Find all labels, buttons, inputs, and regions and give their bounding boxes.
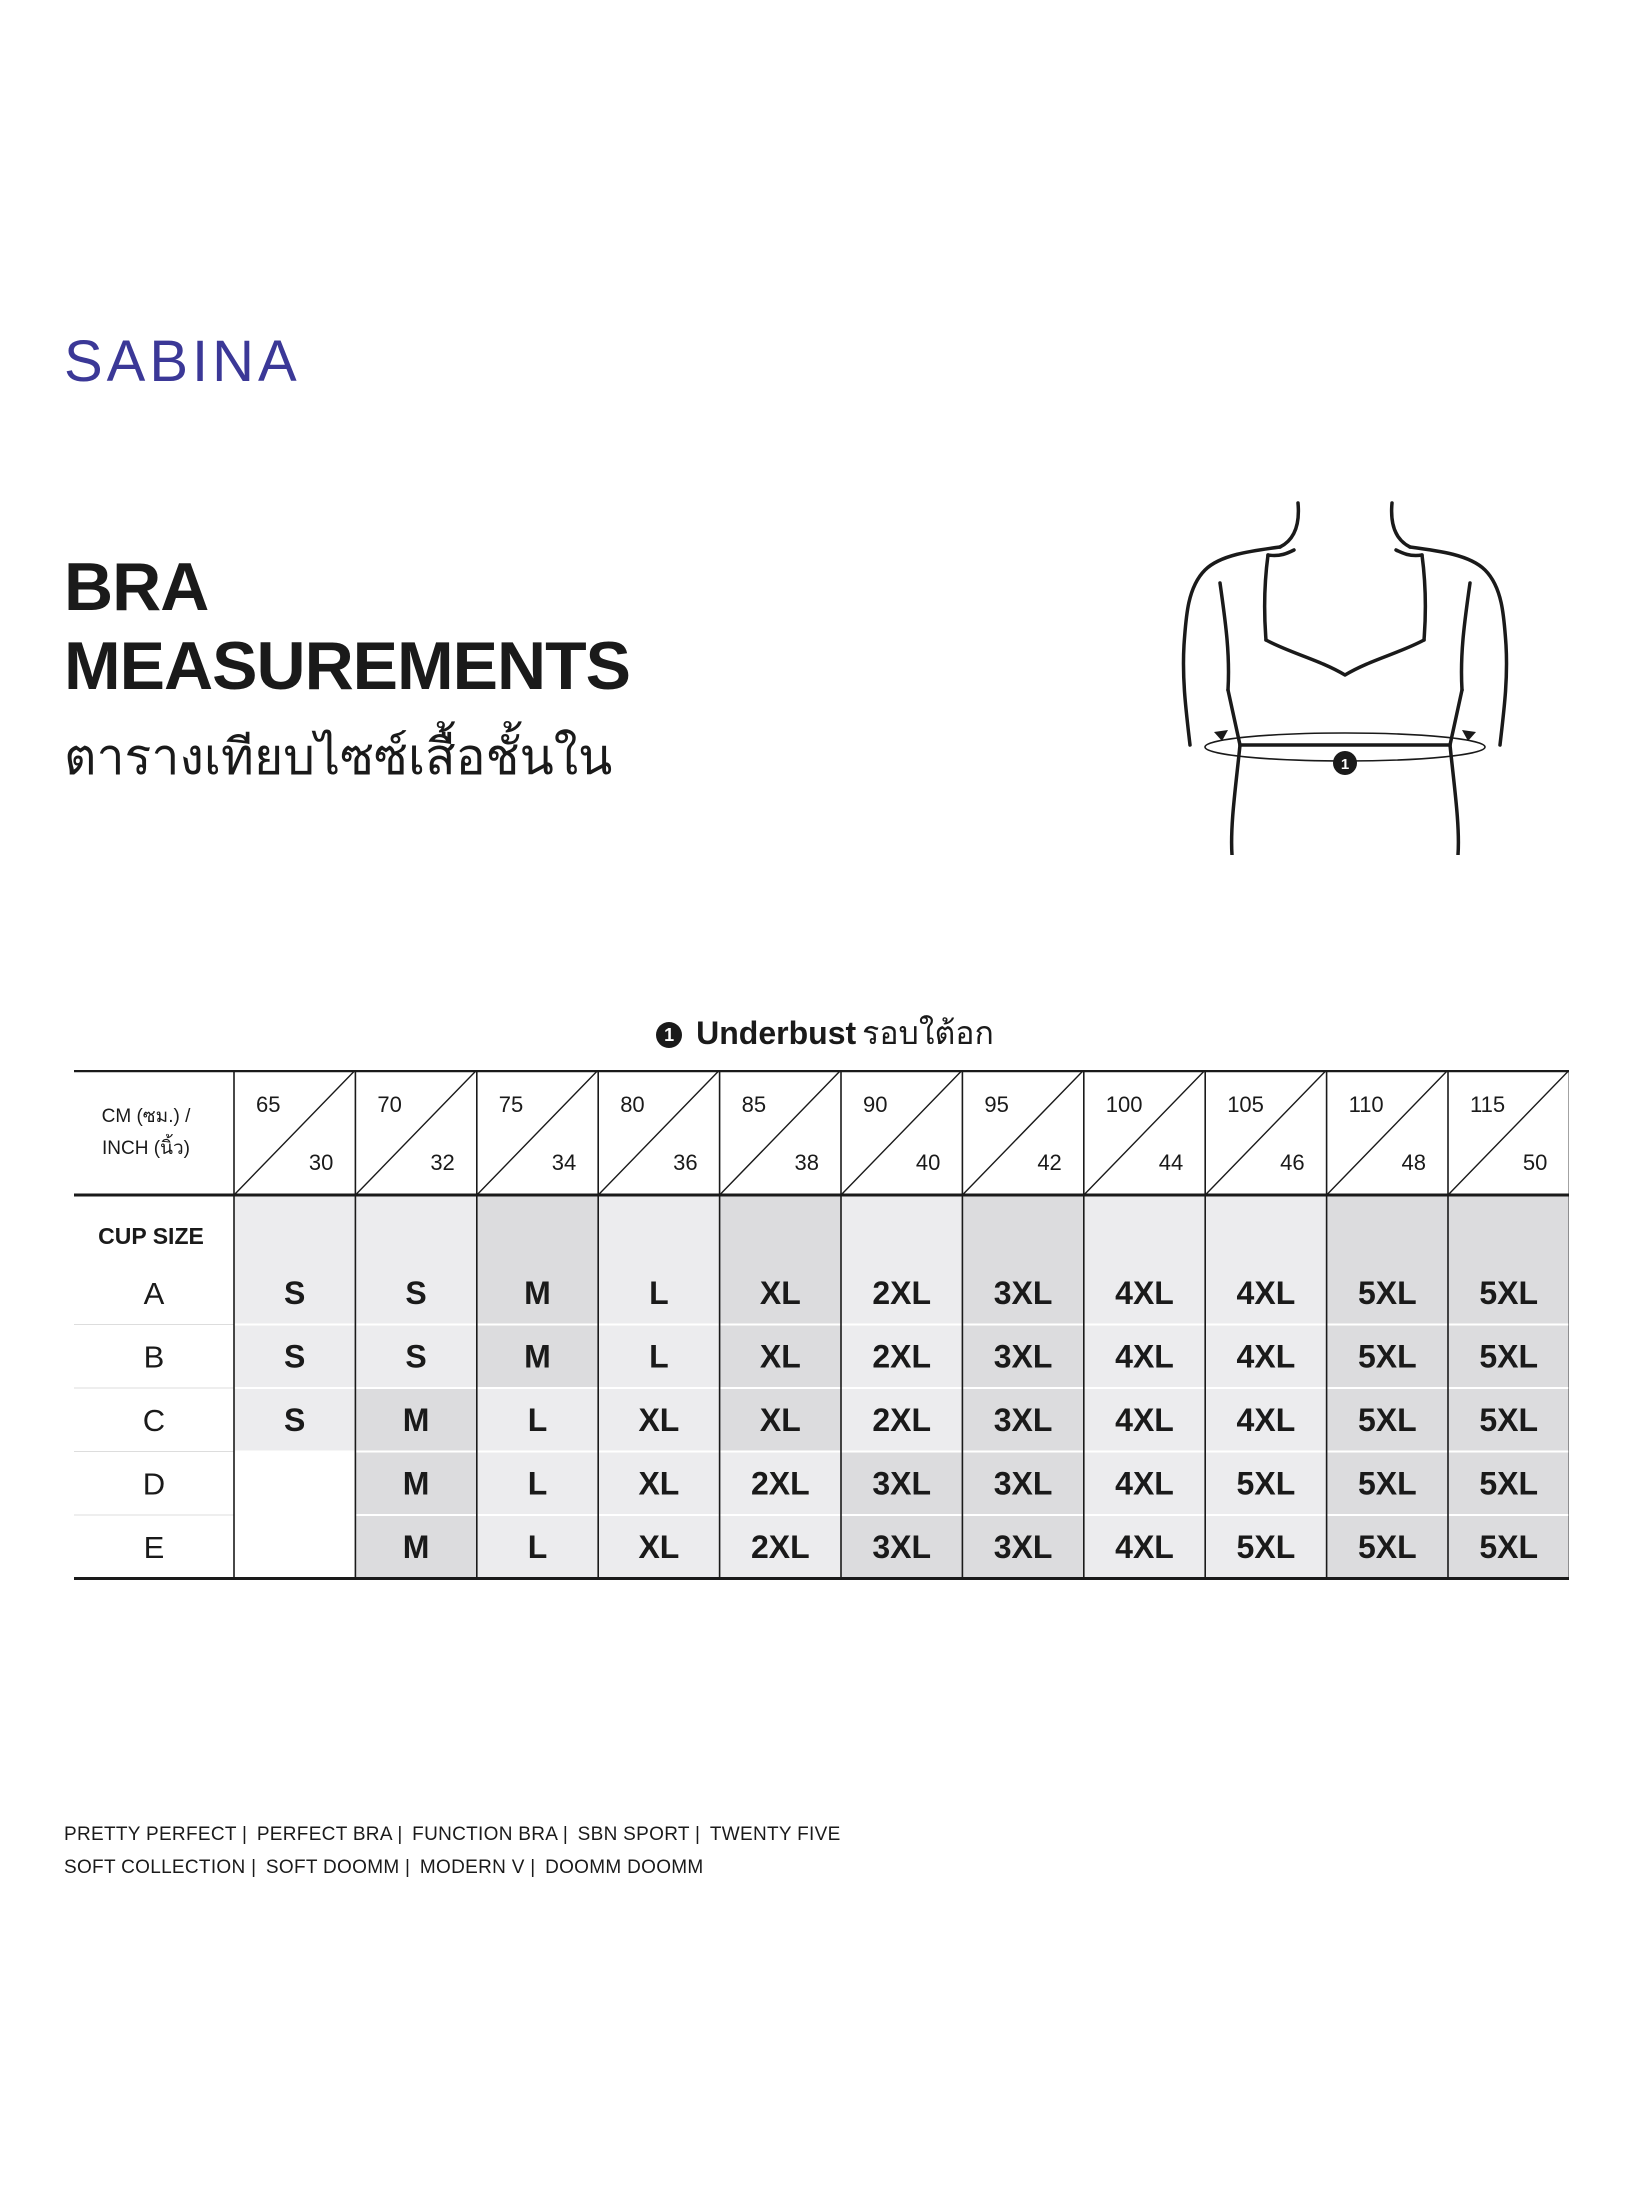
footer-product-name: PRETTY PERFECT xyxy=(64,1824,237,1845)
size-cell-bg xyxy=(234,1515,355,1579)
size-value: 4XL xyxy=(1236,1274,1296,1311)
column-cm-value: 75 xyxy=(498,1092,524,1117)
column-cm-value: 105 xyxy=(1227,1092,1264,1117)
size-value: S xyxy=(405,1274,427,1311)
column-inch-value: 38 xyxy=(794,1150,819,1175)
footer-separator: | xyxy=(245,1857,262,1878)
header-diagonal xyxy=(1084,1070,1205,1195)
footer-product-name: SOFT DOOMM xyxy=(265,1857,400,1878)
size-value: 4XL xyxy=(1236,1401,1296,1438)
size-value: XL xyxy=(638,1401,680,1438)
column-inch-value: 44 xyxy=(1158,1150,1184,1175)
size-value: 5XL xyxy=(1479,1338,1539,1375)
size-value: 5XL xyxy=(1236,1465,1296,1502)
size-value: 5XL xyxy=(1357,1528,1417,1565)
header-diagonal xyxy=(355,1070,476,1195)
size-value: 3XL xyxy=(872,1528,932,1565)
header-diagonal xyxy=(598,1070,719,1195)
size-value: S xyxy=(284,1274,306,1311)
footer-product-name: FUNCTION BRA xyxy=(412,1824,558,1845)
cup-size-band-cell xyxy=(841,1195,962,1261)
size-value: XL xyxy=(759,1338,801,1375)
title-line-1: BRA xyxy=(64,549,209,625)
size-cell-bg xyxy=(234,1452,355,1516)
footer-line-2 xyxy=(64,1851,841,1884)
cup-label: A xyxy=(143,1275,165,1311)
size-value: XL xyxy=(759,1401,801,1438)
cup-label: C xyxy=(142,1402,166,1438)
footer-separator: | xyxy=(689,1824,706,1845)
caption-label-thai: รอบใต้อก xyxy=(862,1014,994,1052)
column-cm-value: 95 xyxy=(984,1092,1009,1117)
cup-size-band-cell xyxy=(477,1195,598,1261)
cup-size-band-cell xyxy=(1084,1195,1205,1261)
column-cm-value: 90 xyxy=(863,1092,888,1117)
footer-product-name: SOFT COLLECTION xyxy=(64,1857,246,1878)
cup-size-label: CUP SIZE xyxy=(98,1223,204,1249)
size-value: 3XL xyxy=(993,1401,1053,1438)
size-value: L xyxy=(527,1528,548,1565)
size-value: 3XL xyxy=(993,1528,1053,1565)
title-line-2: MEASUREMENTS xyxy=(64,628,631,704)
size-value: 5XL xyxy=(1236,1528,1296,1565)
size-value: 3XL xyxy=(993,1465,1053,1502)
cup-size-band-cell xyxy=(962,1195,1083,1261)
column-cm-value: 100 xyxy=(1105,1092,1143,1117)
footer-product-name: SBN SPORT xyxy=(577,1824,690,1845)
column-inch-value: 36 xyxy=(673,1150,698,1175)
column-cm-value: 115 xyxy=(1470,1092,1506,1117)
footer-separator: | xyxy=(236,1824,253,1845)
size-value: 2XL xyxy=(872,1338,932,1375)
size-value: 2XL xyxy=(750,1528,810,1565)
cup-size-band-cell xyxy=(234,1195,355,1261)
column-inch-value: 32 xyxy=(430,1150,455,1175)
size-value: 4XL xyxy=(1115,1465,1174,1502)
column-inch-value: 42 xyxy=(1037,1150,1062,1175)
size-value: L xyxy=(527,1465,548,1502)
size-value: 2XL xyxy=(872,1401,932,1438)
size-value: 2XL xyxy=(872,1274,932,1311)
page-subtitle-thai: ตารางเทียบไซซ์เสื้อชั้นใน xyxy=(64,728,613,786)
cup-size-band-cell xyxy=(720,1195,841,1261)
table-caption xyxy=(0,1008,1650,1059)
column-inch-value: 40 xyxy=(915,1150,941,1175)
size-value: 4XL xyxy=(1115,1401,1174,1438)
caption-number-badge: 1 xyxy=(656,1022,682,1048)
column-cm-value: 85 xyxy=(741,1092,767,1117)
size-value: 5XL xyxy=(1357,1338,1417,1375)
size-value: S xyxy=(405,1338,427,1375)
cup-label: B xyxy=(143,1339,165,1375)
cup-label: E xyxy=(143,1529,165,1565)
page-title xyxy=(64,548,630,706)
size-value: S xyxy=(284,1401,306,1438)
footer-product-name: TWENTY FIVE xyxy=(709,1824,841,1845)
size-value: 4XL xyxy=(1115,1274,1174,1311)
size-value: M xyxy=(524,1274,551,1311)
column-cm-value: 70 xyxy=(377,1092,402,1117)
header-diagonal xyxy=(841,1070,962,1195)
size-value: 2XL xyxy=(750,1465,810,1502)
footer-separator: | xyxy=(557,1824,574,1845)
size-value: S xyxy=(284,1338,306,1375)
header-diagonal xyxy=(962,1070,1083,1195)
size-value: M xyxy=(524,1338,551,1375)
bra-size-table xyxy=(74,1070,1569,1590)
size-value: 5XL xyxy=(1479,1528,1539,1565)
footer-separator: | xyxy=(391,1824,409,1845)
size-value: M xyxy=(402,1401,430,1438)
footer-product-lines xyxy=(64,1818,841,1884)
size-value: 5XL xyxy=(1479,1274,1539,1311)
column-inch-value: 46 xyxy=(1280,1150,1305,1175)
footer-product-name: MODERN V xyxy=(419,1857,525,1878)
footer-product-name: PERFECT BRA xyxy=(256,1824,392,1845)
footer-separator: | xyxy=(524,1857,542,1878)
size-value: L xyxy=(649,1274,669,1311)
size-value: 4XL xyxy=(1236,1338,1296,1375)
header-diagonal xyxy=(477,1070,598,1195)
size-value: 5XL xyxy=(1479,1465,1539,1502)
footer-separator: | xyxy=(399,1857,416,1878)
size-value: L xyxy=(527,1401,548,1438)
size-value: XL xyxy=(638,1528,680,1565)
cup-size-band-cell xyxy=(1205,1195,1326,1261)
size-value: 3XL xyxy=(993,1338,1053,1375)
size-value: XL xyxy=(759,1274,801,1311)
size-value: 5XL xyxy=(1479,1401,1539,1438)
underbust-measurement-illustration xyxy=(1170,495,1520,855)
measure-marker-number: 1 xyxy=(1340,756,1350,773)
cup-size-band-cell xyxy=(598,1195,719,1261)
size-value: 4XL xyxy=(1115,1528,1174,1565)
column-inch-value: 34 xyxy=(551,1150,577,1175)
size-value: 3XL xyxy=(872,1465,932,1502)
cup-size-band-cell xyxy=(1448,1195,1569,1261)
column-inch-value: 50 xyxy=(1522,1150,1548,1175)
size-value: 4XL xyxy=(1115,1338,1174,1375)
caption-label: Underbust xyxy=(696,1015,857,1051)
size-value: M xyxy=(402,1528,430,1565)
header-diagonal xyxy=(234,1070,355,1195)
size-value: XL xyxy=(638,1465,680,1502)
footer-product-name: DOOMM DOOMM xyxy=(545,1857,704,1878)
column-cm-value: 110 xyxy=(1348,1092,1384,1117)
size-value: 5XL xyxy=(1357,1465,1417,1502)
column-cm-value: 65 xyxy=(256,1092,281,1117)
cup-size-band-cell xyxy=(1327,1195,1448,1261)
header-diagonal xyxy=(1448,1070,1569,1195)
unit-header-cm: CM (ซม.) / xyxy=(101,1106,191,1127)
brand-logo: SABINA xyxy=(64,329,301,394)
size-value: 5XL xyxy=(1357,1401,1417,1438)
size-value: 3XL xyxy=(993,1274,1053,1311)
column-inch-value: 30 xyxy=(308,1150,334,1175)
cup-label: D xyxy=(142,1466,166,1502)
footer-line-1 xyxy=(64,1818,841,1851)
cup-size-band-cell xyxy=(355,1195,476,1261)
size-value: L xyxy=(649,1338,669,1375)
column-cm-value: 80 xyxy=(620,1092,645,1117)
header-diagonal xyxy=(1205,1070,1326,1195)
size-value: 5XL xyxy=(1357,1274,1417,1311)
column-inch-value: 48 xyxy=(1401,1150,1426,1175)
size-value: M xyxy=(402,1465,430,1502)
header-diagonal xyxy=(1327,1070,1448,1195)
header-diagonal xyxy=(720,1070,841,1195)
unit-header-inch: INCH (นิ้ว) xyxy=(101,1138,191,1159)
